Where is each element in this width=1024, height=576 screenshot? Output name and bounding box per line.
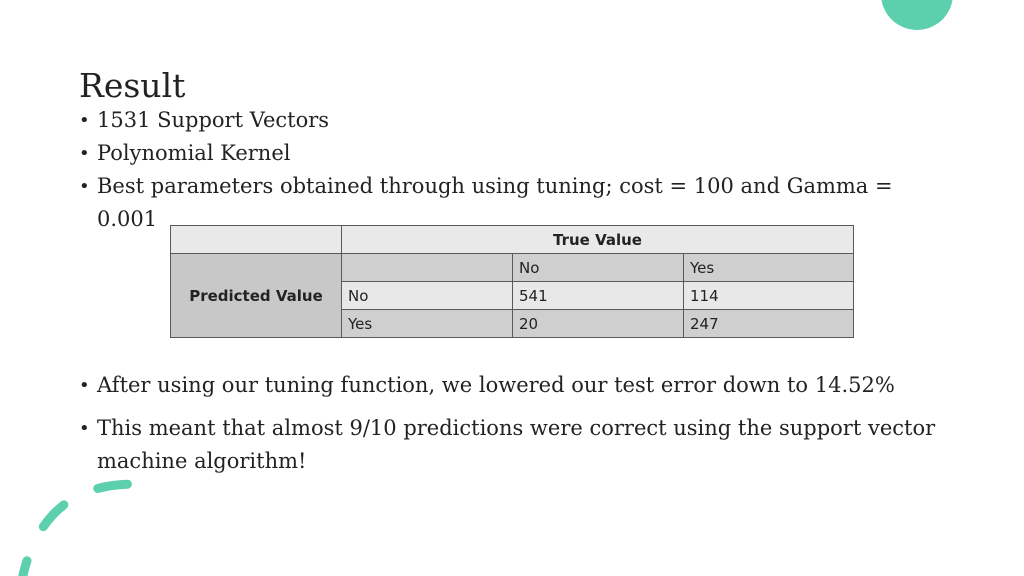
row-label-cell: No xyxy=(342,282,513,310)
true-value-header: True Value xyxy=(342,226,854,254)
table-cell: 541 xyxy=(513,282,684,310)
slide-title: Result xyxy=(79,66,186,105)
column-header-cell: Yes xyxy=(684,254,854,282)
bullet-item: • This meant that almost 9/10 predictions were correct using the support vector machine algorithm! xyxy=(79,412,939,478)
bullet-item: • Polynomial Kernel xyxy=(79,137,939,170)
bullet-item: • After using our tuning function, we lowered our test error down to 14.52% xyxy=(79,369,939,402)
bullet-item: • 1531 Support Vectors xyxy=(79,104,939,137)
confusion-matrix-table xyxy=(170,225,854,338)
table-cell: 20 xyxy=(513,310,684,338)
bullet-item: • Best parameters obtained through using tuning; cost = 100 and Gamma = 0.001 xyxy=(79,170,939,236)
bottom-bullet-list xyxy=(79,369,939,488)
decorative-circle xyxy=(881,0,953,30)
table-cell: 247 xyxy=(684,310,854,338)
table-corner-cell xyxy=(171,226,342,254)
top-bullet-list xyxy=(79,104,939,236)
predicted-value-header: Predicted Value xyxy=(171,254,342,338)
table-cell: 114 xyxy=(684,282,854,310)
column-header-cell xyxy=(342,254,513,282)
column-header-cell: No xyxy=(513,254,684,282)
row-label-cell: Yes xyxy=(342,310,513,338)
